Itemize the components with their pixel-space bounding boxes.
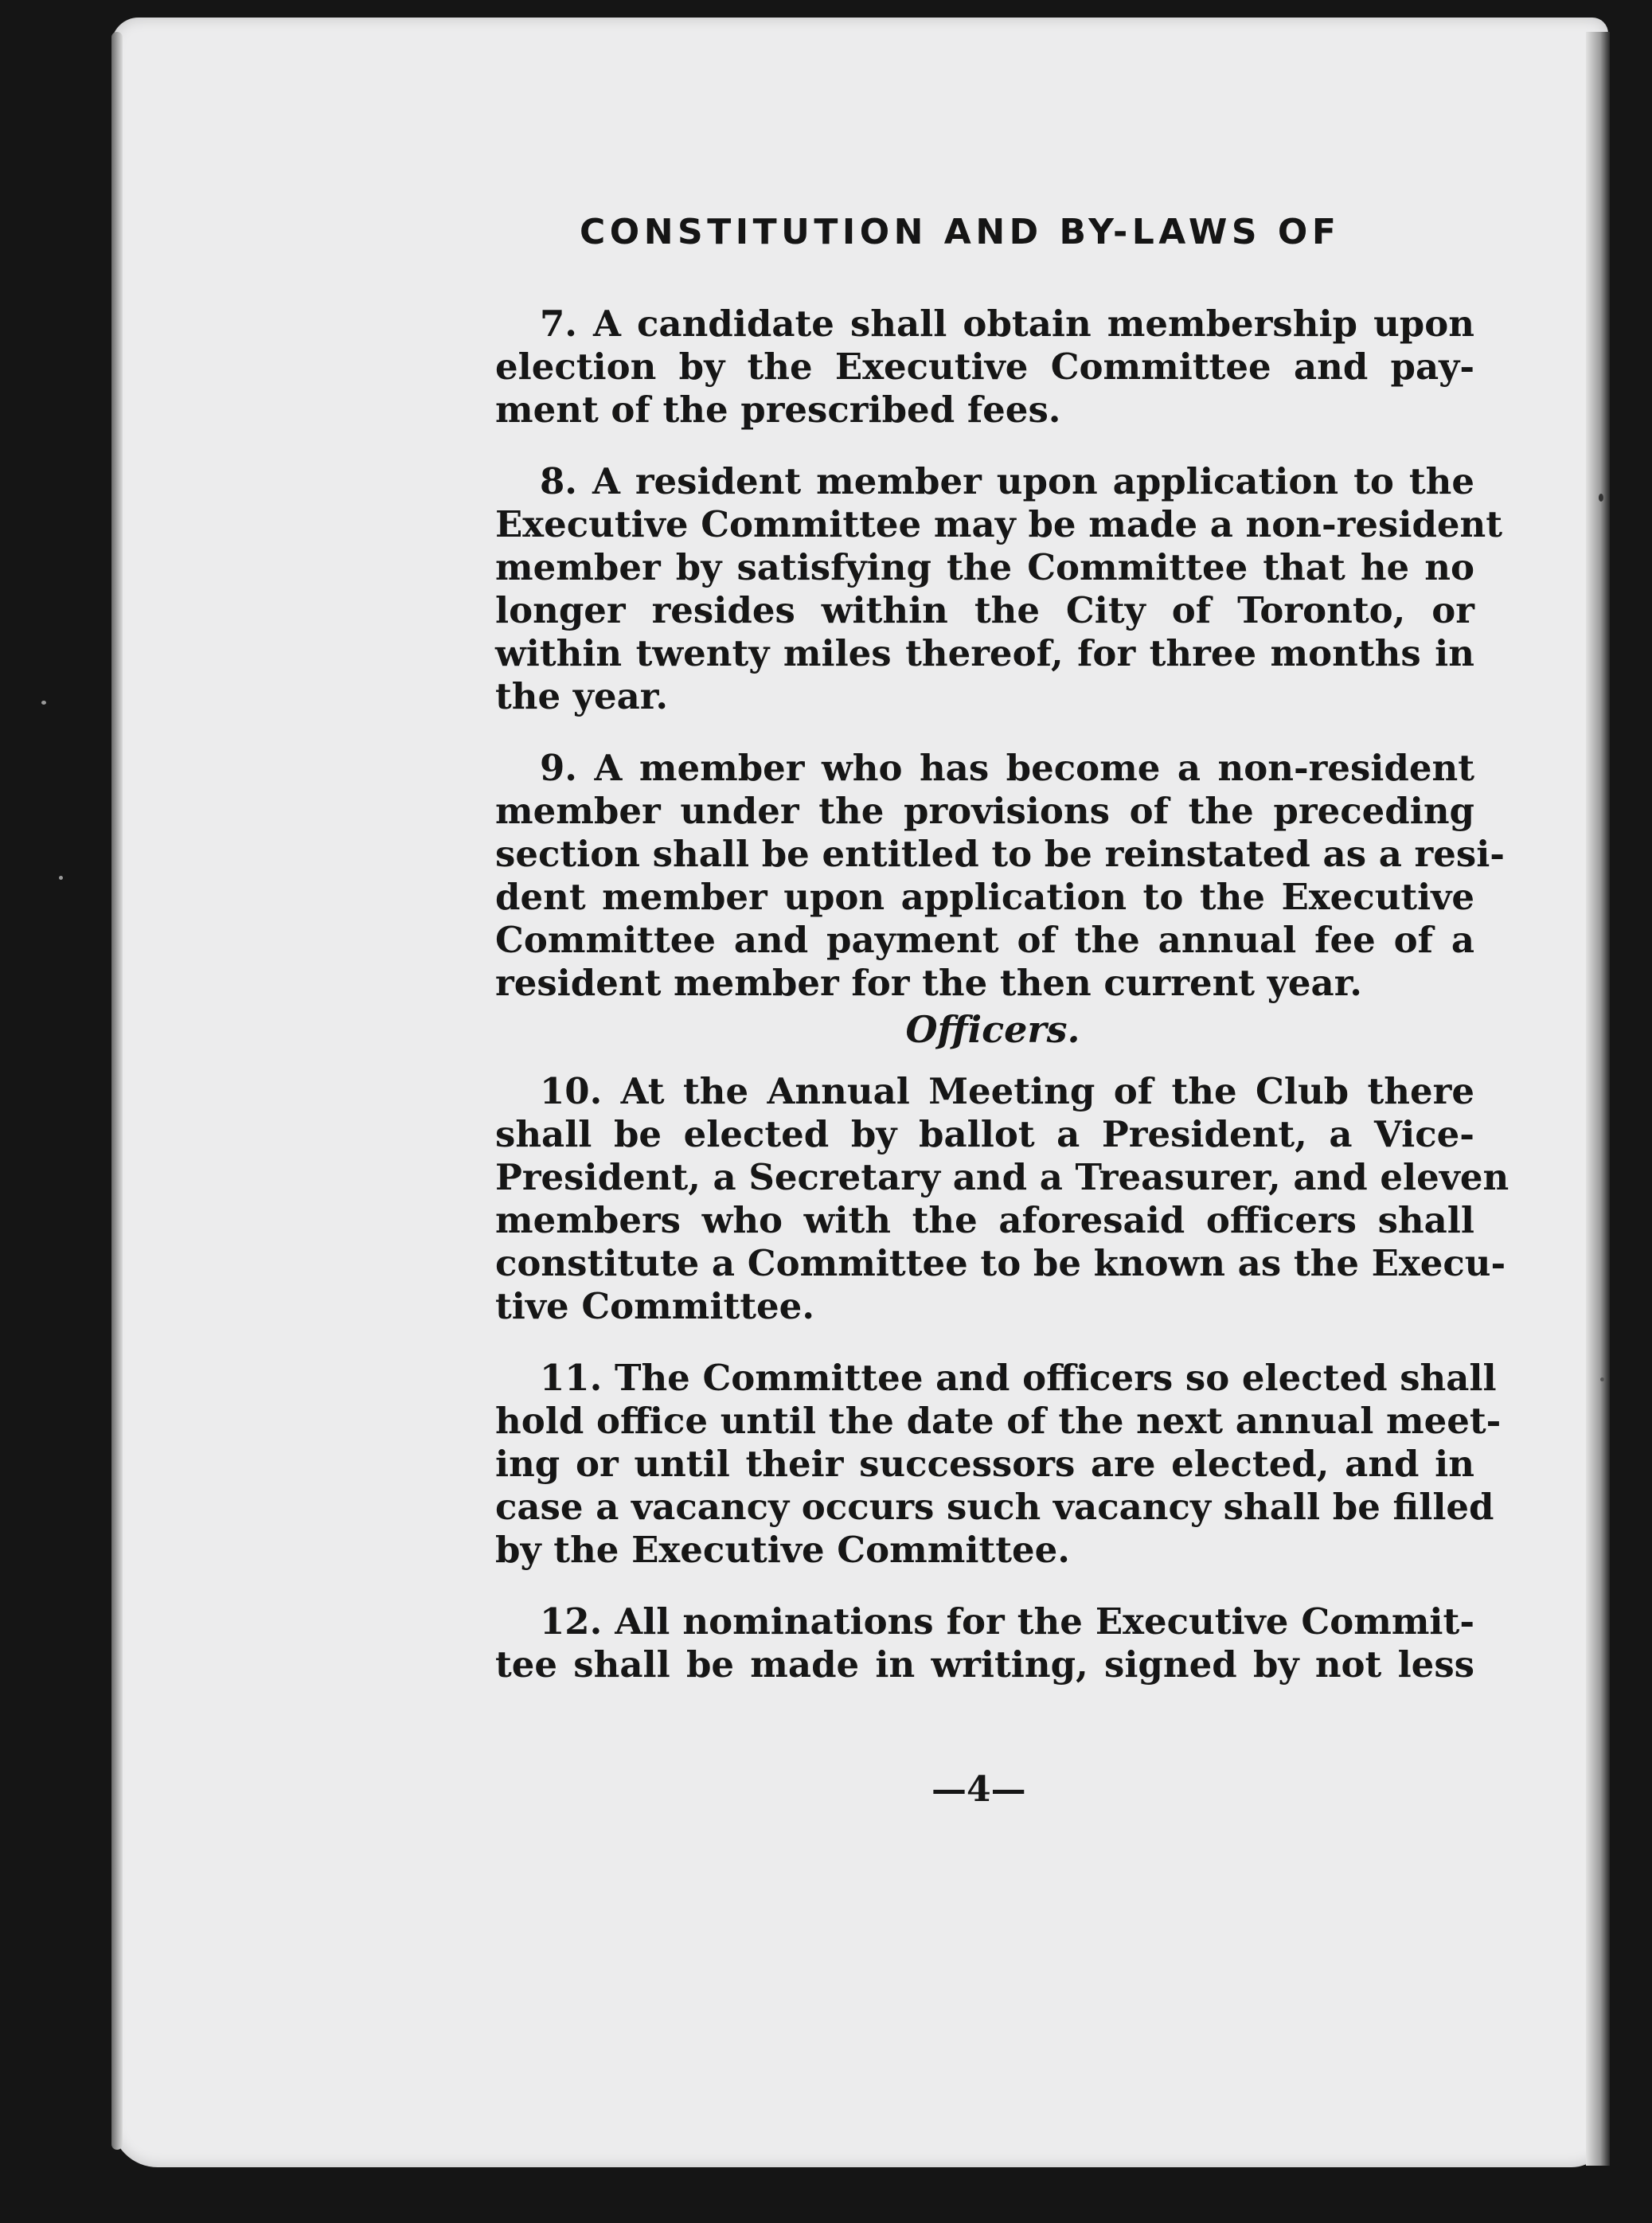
- paragraph-line: case a vacancy occurs such vacancy shall be filled: [495, 1486, 1494, 1528]
- paragraph: [495, 1357, 1502, 1572]
- paragraph-line: ment of the prescribed fees.: [495, 389, 1061, 431]
- section-heading: Officers.: [905, 1008, 1080, 1051]
- paragraph-line: the year.: [495, 675, 668, 717]
- paragraphs-after-heading: [495, 1070, 1509, 1686]
- paragraph-line: dent member upon application to the Executive: [495, 876, 1474, 918]
- paragraph-line: resident member for the then current year.: [495, 962, 1362, 1004]
- body-text: [495, 303, 1509, 1686]
- paragraph-line: Committee and payment of the annual fee of a: [495, 919, 1474, 961]
- paragraph-line: tee shall be made in writing, signed by not less: [495, 1643, 1474, 1686]
- paragraph-line: member under the provisions of the preceding: [495, 790, 1474, 832]
- paragraph-line: 12. All nominations for the Executive Commit-: [540, 1600, 1474, 1643]
- paragraph-line: constitute a Committee to be known as the Execu-: [495, 1242, 1506, 1284]
- paragraph-line: member by satisfying the Committee that he no: [495, 546, 1474, 588]
- paragraph-line: section shall be entitled to be reinstated as a resi-: [495, 833, 1505, 875]
- paragraph-line: 8. A resident member upon application to the: [540, 460, 1474, 502]
- page-number: —4—: [931, 1769, 1026, 1810]
- scan-speck: [41, 701, 46, 705]
- paragraph-line: within twenty miles thereof, for three months in: [495, 632, 1474, 674]
- paragraph: [495, 303, 1474, 432]
- paragraph-line: hold office until the date of the next annual meet-: [495, 1400, 1502, 1442]
- paragraph-line: members who with the aforesaid officers shall: [495, 1199, 1474, 1241]
- paragraph: [495, 460, 1503, 718]
- scan-speck: [1599, 494, 1603, 502]
- paragraph-line: ing or until their successors are elected, and in: [495, 1443, 1474, 1485]
- page-right-edge: [1586, 32, 1610, 2166]
- paragraph: [495, 747, 1505, 1005]
- paragraph-line: Executive Committee may be made a non-resident: [495, 503, 1503, 545]
- running-head: CONSTITUTION AND BY-LAWS OF: [580, 212, 1341, 252]
- paragraph-line: election by the Executive Committee and pay-: [495, 346, 1474, 388]
- paragraph-line: 10. At the Annual Meeting of the Club there: [540, 1070, 1474, 1112]
- scan-speck: [1600, 1377, 1604, 1381]
- paragraph-line: President, a Secretary and a Treasurer, and eleven: [495, 1156, 1509, 1198]
- paragraph-line: shall be elected by ballot a President, a Vice-: [495, 1113, 1474, 1155]
- paragraph: [495, 1070, 1509, 1328]
- paragraph-line: 9. A member who has become a non-resident: [540, 747, 1474, 789]
- paragraph-line: 7. A candidate shall obtain membership upon: [540, 303, 1474, 345]
- paragraph-line: by the Executive Committee.: [495, 1529, 1070, 1571]
- paragraph: [495, 1600, 1474, 1686]
- paragraphs-before-heading: [495, 303, 1505, 1005]
- scan-speck: [59, 876, 63, 880]
- paragraph-line: longer resides within the City of Toronto, or: [495, 589, 1474, 631]
- paragraph-line: tive Committee.: [495, 1285, 814, 1327]
- page-left-edge: [111, 32, 123, 2150]
- paragraph-line: 11. The Committee and officers so elected shall: [540, 1357, 1497, 1399]
